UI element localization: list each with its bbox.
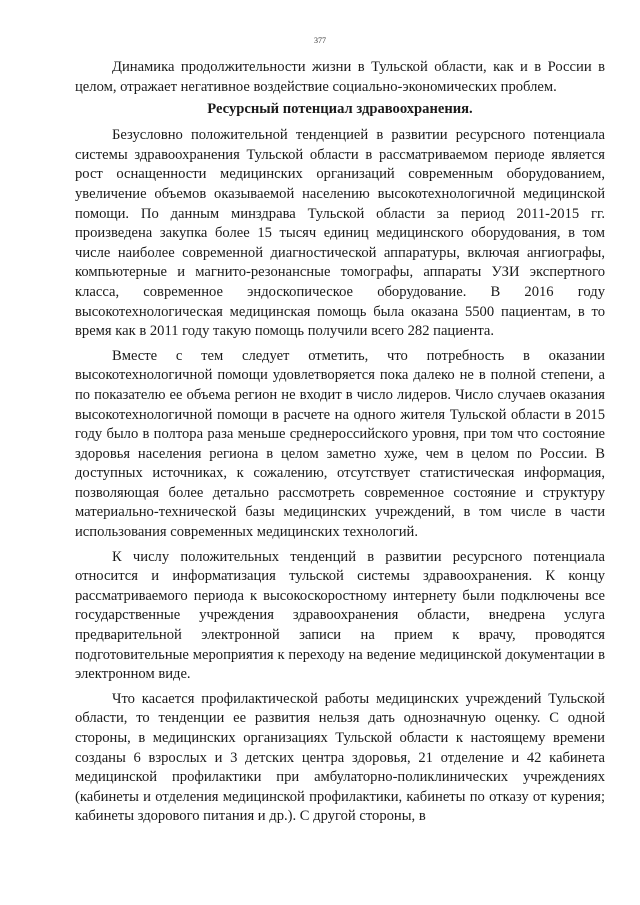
section-heading: Ресурсный потенциал здравоохранения. xyxy=(207,101,473,118)
intro-paragraph: Динамика продолжительности жизни в Тульской области, как и в России в целом, отражает негативное воздействие социально-экономических проблем. xyxy=(75,59,605,95)
paragraph-3: К числу положительных тенденций в развитии ресурсного потенциала относится и информатизация тульской системы здравоохранения. К концу рассматриваемого периода к высокоскоростному интернету были подключены все государственные учреждения здравоохранения области, внедрена услуга предварительной электронной записи на прием к врачу, проводятся подготовительные мероприятия к переходу на ведение медицинской документации в электронном виде. xyxy=(75,548,605,683)
paragraph-4: Что касается профилактической работы медицинских учреждений Тульской области, то тенденции ее развития нельзя дать однозначную оценку. С одной стороны, в медицинских организациях Тульской области к настоящему времени созданы 6 взрослых и 3 детских центра здоровья, 21 отделение и 42 кабинета медицинской профилактики при амбулаторно-поликлинических учреждениях (кабинеты и отделения медицинской профилактики, кабинеты по отказу от курения; кабинеты здорового питания и др.). С другой стороны, в xyxy=(75,690,605,825)
paragraph-2: Вместе с тем следует отметить, что потребность в оказании высокотехнологичной помощи удовлетворяется пока далеко не в полной степени, а по показателю ее объема регион не входит в число лидеров. Число случаев оказания высокотехнологичной помощи в расчете на одного жителя Тульской области в 2015 году было в полтора раза меньше среднероссийского уровня, при том что состояние здоровья населения региона в целом заметно хуже, чем в целом по России. В доступных источниках, к сожалению, отсутствует статистическая информация, позволяющая более детально рассмотреть современное состояние и структуру материально-технической базы медицинских учреждений, в том числе в части использования современных медицинских технологий. xyxy=(75,347,605,541)
page-number: 377 xyxy=(314,36,326,45)
page-body xyxy=(75,58,605,827)
paragraph-1: Безусловно положительной тенденцией в развитии ресурсного потенциала системы здравоохранения Тульской области в рассматриваемом периоде является рост оснащенности медицинских организаций современным оборудованием, увеличение объемов оказываемой населению высокотехнологичной медицинской помощи. По данным минздрава Тульской области за период 2011-2015 гг. произведена закупка более 15 тысяч единиц медицинского оборудования, в том числе наиболее современной диагностической аппаратуры, включая ангиографы, компьютерные и магнито-резонансные томографы, аппараты УЗИ экспертного класса, современное эндоскопическое оборудование. В 2016 году высокотехнологическая медицинская помощь была оказана 5500 пациентам, в то время как в 2011 году такую помощь получили всего 282 пациента. xyxy=(75,127,605,340)
